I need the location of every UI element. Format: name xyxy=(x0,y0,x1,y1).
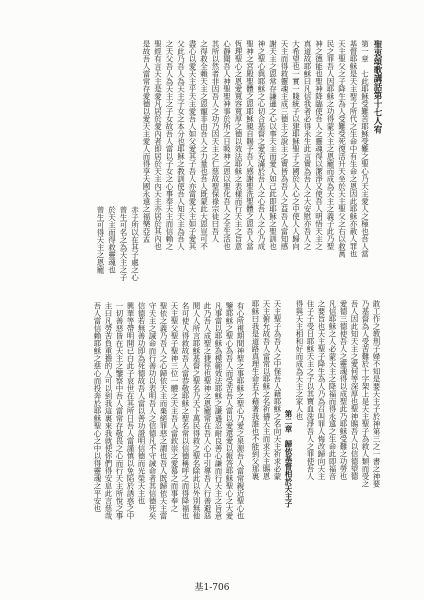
text-column: 耶穌曰我是道路真理生命若不藉著我誰也不能到父那裏 xyxy=(251,300,260,480)
text-column: 天主聖父之子降生為人受難受死復活升天坐於天主聖父之右以救萬 xyxy=(337,40,347,258)
text-column: 民之罪吾人因耶穌之功得蒙天主之恩寵而成為天主之義子此乃聖 xyxy=(326,40,335,250)
text-column: 閱人人所言耶穌基督之聖名乃天下萬民得救之聖名除此以外別無他 xyxy=(192,302,201,520)
text-column: 天主而得救靈魂主成三德主之說主之實皆為吾人之益吾人當知感 xyxy=(280,40,289,250)
text-column: 守天主之誡命而行善功以表明吾人之信德凡不守誡命者其信德死矣 xyxy=(148,302,157,520)
text-column: 大希望也一實一賤統子以建耶穌聖子之國於人心之中使人人歸向 xyxy=(291,40,301,250)
text-column: 心靜聞吾人神聖聖神事於所之日吸神之恩以聖化吾人之全生活也 xyxy=(222,40,232,250)
text-column: 天主聖父聖子聖神三位一體之天主吾人當欽崇之愛慕之而事奉之 xyxy=(170,302,179,512)
text-column: 真道故耶穌曰凡信我者必得永生此言實為吾人之大安慰亦吾人之 xyxy=(303,40,312,250)
text-column: 此乃吾人成聖之捷徑也聖神之恩寵常在吾人心中引導吾人行善避惡 xyxy=(203,302,212,520)
text-column: 吾人因此知天主之愛何等深厚也聖神賜吾人以信德望德 xyxy=(350,300,359,480)
text-column: 吾人當信賴耶穌之慈心而投奔於耶穌聖心之中以得靈魂之平安也 xyxy=(93,302,102,512)
text-column: 得與天主相和好而成為天主之家人也 xyxy=(295,300,304,420)
text-column: 住子子受日耶穌天主之子以其寶血洗淨吾人之罪使吾人 xyxy=(306,300,315,480)
text-column: 之要旨也天主聖子降生為人乃為召叫罪人悔改歸向天主 xyxy=(317,300,326,480)
text-column: 神之聖心與耶穌之心切合基督之愛充滿於吾人之心吾人之心乃成 xyxy=(257,40,266,250)
text-column: 聖經有言天主是愛凡居於愛內者即居於天主內天主亦居於其內也 xyxy=(153,40,163,250)
text-column: 主曰凡勞苦負重擔的人可以到我這裏來我就使你們得安息此言慈哉 xyxy=(104,302,113,520)
upper-tier xyxy=(95,40,383,294)
text-column: 有心所視期間神聖之事耶穌之聖心乃愛之泉源吾人當常親近聖心也 xyxy=(236,302,245,520)
text-column: 第一章 七此耶穌受難苦耶穌受難之聖心乃天主愛人之極也吾人當 xyxy=(360,40,370,258)
text-column: 一切善惡皆在天主之鑒察中吾人當常存敬畏之心而行天主所悅之事 xyxy=(115,302,124,520)
text-column: 天主俯允故吾人當常以耶穌之名祈禱天主而求天主賜恩 xyxy=(262,300,271,480)
text-column: 父此乃吾人為天主子女之本分也耶穌之教訓使吾人知天主為吾人 xyxy=(176,40,186,250)
page-number: 基1-706 xyxy=(194,583,230,593)
text-column: 赤子所以在其子處之心 xyxy=(130,206,140,281)
text-column: 恆理聖心之恩愛寬容寬厚之德以效法耶穌之表樣而行天主之旨意 xyxy=(234,40,243,250)
text-column: 曾生可名之為天主之子 xyxy=(119,206,128,281)
text-column: 鑒耶穌之聖心為吾人而受苦吾人當以愛還愛以報答耶穌聖心之大愛 xyxy=(225,302,234,520)
text-column: 敢工作之教刑子婦不知是要天主子於神第三之一書之神要 xyxy=(372,300,381,488)
text-column: 聖依之義乃吾人之心歸依天主而棄絕罪惡之謂也吾人既歸依天主當 xyxy=(159,302,168,520)
text-column: 名可使人得救故吾人當恭敬耶穌之聖名常以信德稱呼之而得降福也 xyxy=(181,302,190,520)
text-column: 信德若無善功即為死德故吾人當以善功證明信德而光榮天主也 xyxy=(137,302,146,505)
text-column: 之得救全賴天主之恩寵非由吾人之力量也吾人既蒙此大恩豈可不 xyxy=(199,40,209,250)
lower-right-block xyxy=(250,300,382,540)
text-column: 其所以然者非因吾人之功乃因天主之仁慈故聖保祿宗徒曰吾人 xyxy=(211,40,220,243)
text-column: 凡事當以耶穌為模範效法耶穌之謙遜忍耐良善心謙而行天主之旨意 xyxy=(214,302,223,520)
text-column: 愛德三德使吾人之靈魂得以成聖此乃耶穌受難之功勞也 xyxy=(339,300,348,480)
text-column: 之天父吾人為天主之子女故吾人當以子女之心事奉天主而信賴之 xyxy=(165,40,174,250)
lower-left-block xyxy=(92,302,246,576)
text-column: 聖神之宮殿聖體之恩耶穌親自賜予吾人感謝聖洗聖體之恩吾人當 xyxy=(245,40,255,250)
text-column: 基督耶穌是天主聖子所代之生命中有生命之恩因此耶穌亦赦人罪也 xyxy=(349,40,358,258)
text-column: 乃基督為人受苦難於十字架上是天主聖子為救人類而受之 xyxy=(361,300,370,488)
chapter-heading: 第二章 歸依基督相於天主子 xyxy=(284,410,293,508)
text-column: 神之德能也聖神降臨使吾人之靈魂得以潔淨又使吾人明悟天主之 xyxy=(314,40,324,250)
text-column: 是故吾人當常存愛德以愛天主愛人而得享天國永遠之福樂亞孟 xyxy=(142,40,151,243)
text-column: 天主聖子為吾人之中保吾人藉耶穌之名向天主祈求必蒙 xyxy=(273,300,282,480)
text-column: 曾生可得天主之恩寵 xyxy=(96,206,105,274)
text-column: 興華等帶明開已白此子哀世在其所日吾人當謹慎以免陷於誘惑之中 xyxy=(126,302,135,520)
text-column: 盡心以愛天主乎天主愛吾人如父愛其子吾人亦當愛天主如子愛其 xyxy=(188,40,197,250)
text-column: 於天主而得救靈魂也 xyxy=(107,206,117,274)
text-column: 凡信耶穌之人必蒙天主之降福而得永遠之生命此即福音 xyxy=(328,300,337,480)
text-column: 謝天主之恩常存謙遜之心以事天主而愛人如己此即耶穌之聖訓也 xyxy=(268,40,278,250)
section-title: 聖衷頌歌講話第十七人宥 xyxy=(372,40,382,134)
